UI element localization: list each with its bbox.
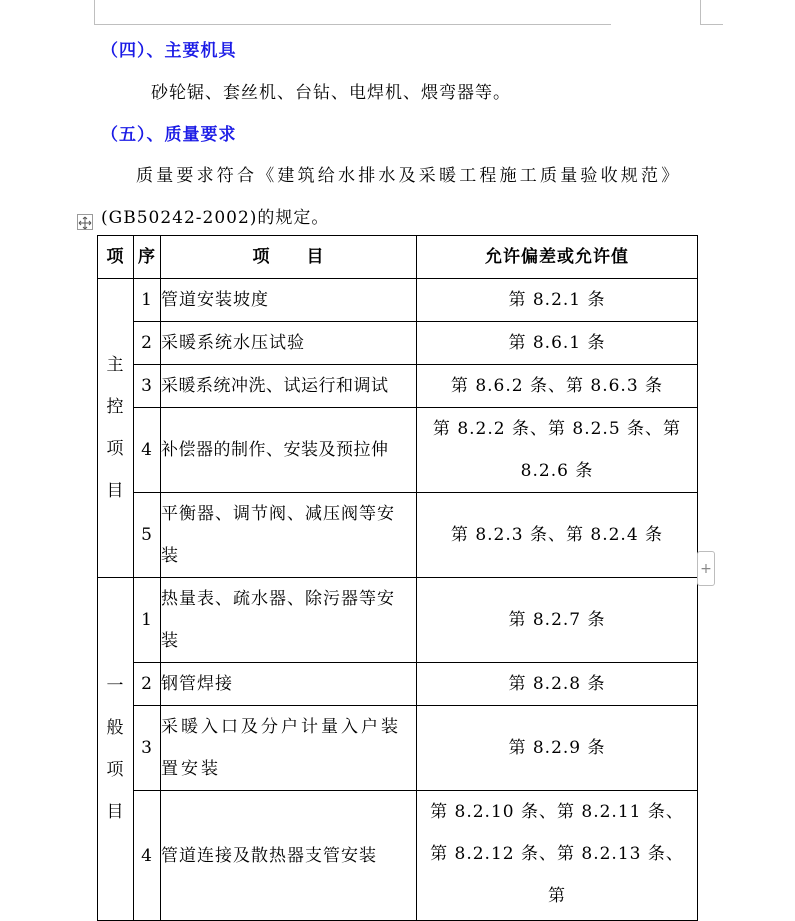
add-column-button[interactable] [697, 551, 715, 586]
group-general-cell [98, 578, 134, 921]
value-cell: 第 8.2.10 条、第 8.2.11 条、第 8.2.12 条、第 8.2.13 条、第 [417, 791, 698, 921]
seq-cell: 2 [134, 322, 161, 365]
value-cell: 第 8.6.2 条、第 8.6.3 条 [417, 365, 698, 408]
seq-cell: 2 [134, 663, 161, 706]
value-cell: 第 8.2.2 条、第 8.2.5 条、第 8.2.6 条 [417, 408, 698, 493]
seq-cell: 1 [134, 279, 161, 322]
table-move-handle[interactable] [77, 214, 93, 230]
item-cell: 管道安装坡度 [161, 279, 417, 322]
seq-cell: 1 [134, 578, 161, 663]
group-char: 项 [106, 760, 125, 780]
group-char: 控 [106, 397, 125, 417]
section4-text: 砂轮锯、套丝机、台钻、电焊机、煨弯器等。 [151, 83, 511, 103]
quality-table [97, 235, 698, 921]
seq-cell: 4 [134, 408, 161, 493]
item-cell: 平衡器、调节阀、减压阀等安装 [161, 493, 417, 578]
item-cell: 采暖系统冲洗、试运行和调试 [161, 365, 417, 408]
section5-text-line2: (GB50242-2002)的规定。 [101, 208, 330, 228]
table-row [98, 663, 698, 706]
item-cell: 钢管焊接 [161, 663, 417, 706]
header-item: 项 目 [161, 236, 417, 279]
table-row [98, 578, 698, 663]
table-row [98, 706, 698, 791]
move-arrows-icon [78, 216, 92, 230]
seq-cell: 4 [134, 791, 161, 921]
page-corner-mark-right [700, 0, 723, 25]
seq-cell: 3 [134, 365, 161, 408]
table-row [98, 365, 698, 408]
header-seq: 序 [134, 236, 161, 279]
group-char: 主 [106, 355, 125, 375]
table-row [98, 279, 698, 322]
group-char: 项 [106, 439, 125, 459]
section5-text-line1: 质量要求符合《建筑给水排水及采暖工程施工质量验收规范》 [136, 166, 682, 186]
value-cell: 第 8.2.8 条 [417, 663, 698, 706]
table-row [98, 493, 698, 578]
group-main-cell [98, 279, 134, 578]
header-group: 项 [98, 236, 134, 279]
item-cell: 采暖入口及分户计量入户装置安装 [161, 706, 417, 791]
group-char: 目 [106, 802, 125, 822]
item-cell: 管道连接及散热器支管安装 [161, 791, 417, 921]
page-corner-mark-left [94, 0, 611, 25]
value-cell: 第 8.2.7 条 [417, 578, 698, 663]
value-cell: 第 8.6.1 条 [417, 322, 698, 365]
section4-heading: （四）、主要机具 [101, 41, 237, 61]
table-row [98, 408, 698, 493]
value-cell: 第 8.2.1 条 [417, 279, 698, 322]
value-cell: 第 8.2.3 条、第 8.2.4 条 [417, 493, 698, 578]
seq-cell: 5 [134, 493, 161, 578]
seq-cell: 3 [134, 706, 161, 791]
header-value: 允许偏差或允许值 [417, 236, 698, 279]
plus-icon: + [700, 560, 712, 577]
table-row [98, 322, 698, 365]
group-char: 一 [106, 676, 125, 696]
group-char: 般 [106, 718, 125, 738]
table-header-row [98, 236, 698, 279]
group-char: 目 [106, 481, 125, 501]
item-cell: 补偿器的制作、安装及预拉伸 [161, 408, 417, 493]
table-row [98, 791, 698, 921]
item-cell: 采暖系统水压试验 [161, 322, 417, 365]
section5-heading: （五）、质量要求 [101, 125, 237, 145]
value-cell: 第 8.2.9 条 [417, 706, 698, 791]
item-cell: 热量表、疏水器、除污器等安装 [161, 578, 417, 663]
